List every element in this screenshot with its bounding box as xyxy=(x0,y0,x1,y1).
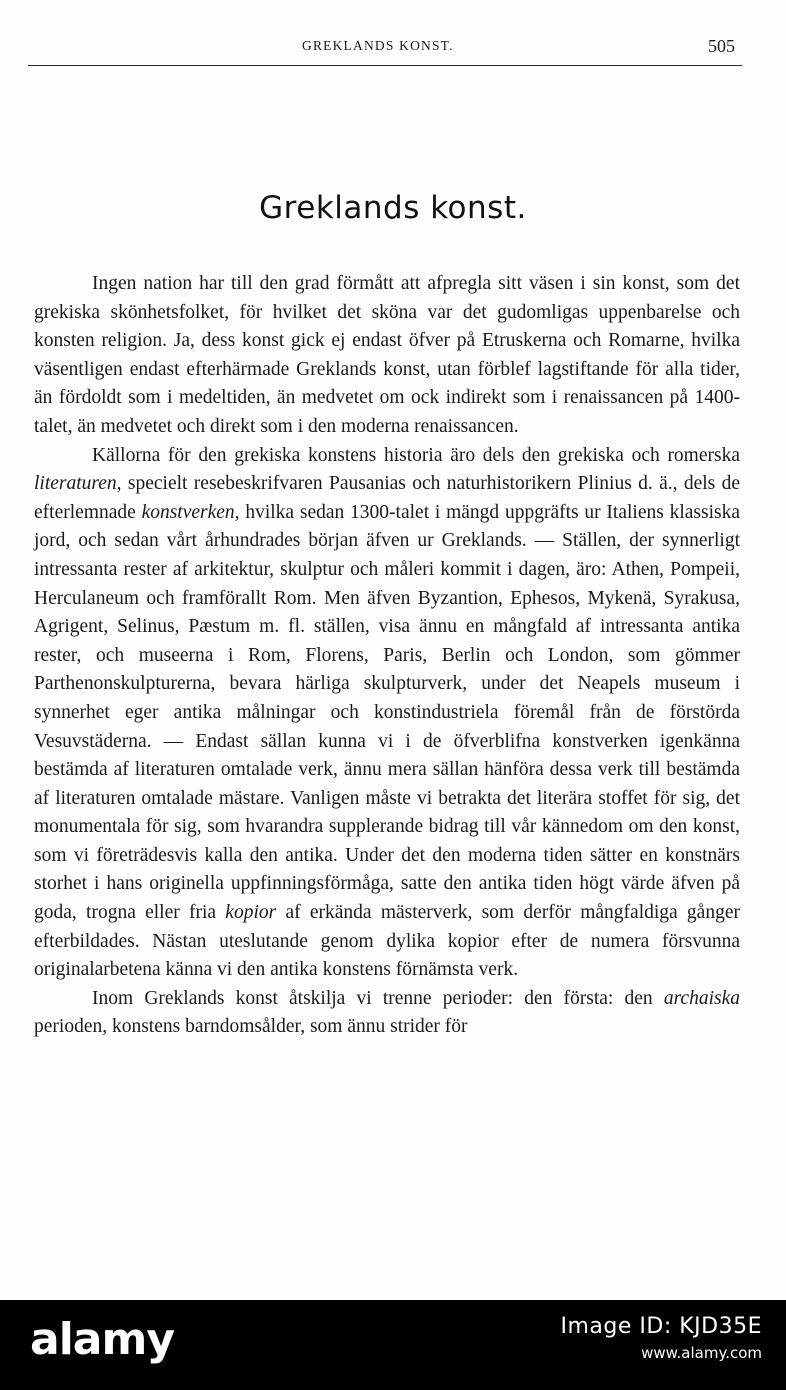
text-run: Källorna för den grekiska konstens historia äro dels den grekiska och romerska xyxy=(92,444,740,466)
stock-site: www.alamy.com xyxy=(641,1344,762,1362)
page-number: 505 xyxy=(708,36,735,56)
italic-term: konstverken, xyxy=(141,501,240,523)
italic-term: literaturen, xyxy=(34,473,122,495)
text-run: hvilka sedan 1300-talet i mängd uppgräfts ur Italiens klassiska jord, och sedan vårt århundrades början äfven ur Greklands. — Ställen, der synnerligt intressanta rester af arkitektur, skulptur och måleri kommit i dagen, äro: Athen, Pompeii, Herculaneum och framförallt Rom. Men äfven Byzantion, Ephesos, Mykenä, Syrakusa, Agrigent, Selinus, Pæstum m. fl. ställen, visa ännu en mångfald af intressanta antika rester, och museerna i Rom, Florens, Paris, Berlin och London, som gömmer Parthenonskulpturerna, bevara härliga skulpturverk, under det Neapels museum i synnerhet eger antika målningar och konstindustriela föremål från de förstörda Vesuvstäderna. — Endast sällan kunna vi i de öfverblifna konstverken igenkänna bestämda af literaturen omtalade verk, ännu mera sällan hänföra dessa verk till bestämda af literaturen omtalade mästare. Vanligen måste vi betrakta det literära stoffet för sig, det monumentala för sig, som hvarandra supplerande bidrag till vår kännedom om den konst, som vi företrädesvis kalla den antika. Under det den moderna tiden sätter en konstnärs storhet i hans originella uppfinningsförmåga, satte den antika tiden högt värde äfven på goda, trogna eller fria xyxy=(34,501,741,924)
body-text xyxy=(34,270,740,1042)
paragraph xyxy=(34,442,740,985)
stock-logo: alamy xyxy=(30,1314,174,1365)
paragraph xyxy=(34,270,740,442)
text-run: Ingen nation har till den grad förmått att afpregla sitt väsen i sin konst, som det grekiska skönhetsfolket, för hvilket det sköna var det gudomligas uppenbarelse och konsten religion. Ja, dess konst gick ej endast öfver på Etruskerna och Romarne, hvilka väsentligen endast efterhärmade Greklands konst, utan förblef lagstiftande för alla tider, än fördoldt som i medeltiden, än medvetet om ock indirekt som i renaissancen på 1400-talet, än medvetet och direkt som i den moderna renaissancen. xyxy=(34,273,740,437)
header-rule xyxy=(28,65,742,66)
text-run: af erkända mästerverk, som derför mångfaldiga gånger efterbildades. Nästan uteslutande genom dylika kopior efter de numera försvunna originalarbetena känna vi den antika konstens förnämsta verk. xyxy=(34,902,740,981)
text-run: specielt resebeskrifvaren Pausanias och naturhistorikern Plinius d. ä., dels de efterlemnade xyxy=(34,473,740,523)
text-run: Inom Greklands konst åtskilja vi trenne perioder: den första: den xyxy=(92,987,664,1009)
running-head xyxy=(0,38,786,62)
stock-info xyxy=(561,1314,762,1366)
italic-term: archaiska xyxy=(663,987,740,1009)
running-title: GREKLANDS KONST. xyxy=(302,38,454,53)
stock-watermark-banner xyxy=(0,1300,786,1390)
paragraph xyxy=(34,985,740,1042)
italic-term: kopior xyxy=(225,902,277,924)
text-run: perioden, konstens barndomsålder, som ännu strider för xyxy=(34,1016,468,1038)
chapter-title: Greklands konst. xyxy=(259,190,527,226)
image-id: Image ID: KJD35E xyxy=(560,1314,762,1339)
